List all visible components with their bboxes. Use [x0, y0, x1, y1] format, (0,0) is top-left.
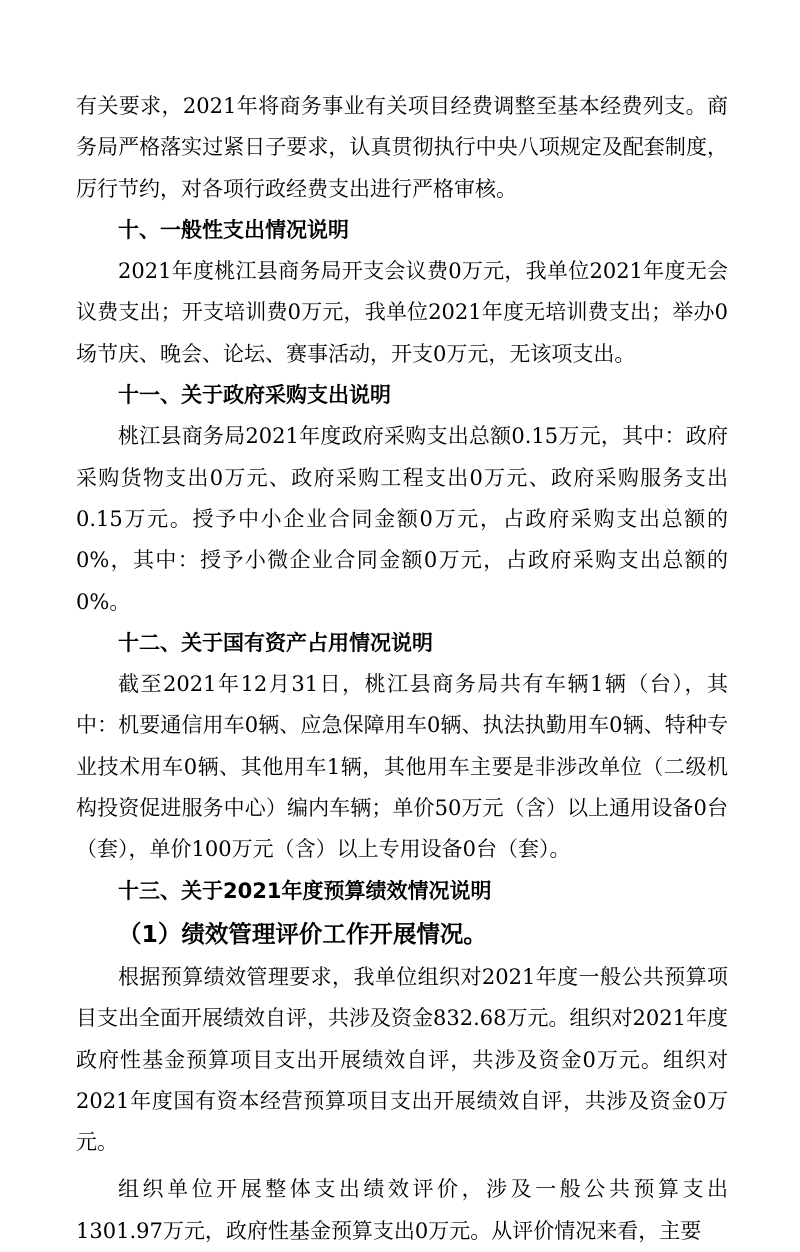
section-heading-twelve: 十二、关于国有资产占用情况说明 [118, 630, 433, 655]
document-body [76, 86, 728, 1252]
paragraph-performance-b: 组织单位开展整体支出绩效评价，涉及一般公共预算支出1301.97万元，政府性基金预算支出0万元。从评价情况来看，主要 [76, 1177, 728, 1243]
subsection-heading-one: （1）绩效管理评价工作开展情况。 [118, 919, 487, 948]
paragraph-performance-a: 根据预算绩效管理要求，我单位组织对2021年度一般公共预算项目支出全面开展绩效自评，共涉及资金832.68万元。组织对2021年度政府性基金预算项目支出开展绩效自评，共涉及资金0万元。组织对2021年度国有资本经营预算项目支出开展绩效自评，共涉及资金0万元。 [76, 964, 728, 1155]
section-heading-ten: 十、一般性支出情况说明 [118, 217, 349, 242]
section-heading-thirteen: 十三、关于2021年度预算绩效情况说明 [118, 878, 492, 903]
paragraph-procurement: 桃江县商务局2021年度政府采购支出总额0.15万元，其中：政府采购货物支出0万元、政府采购工程支出0万元、政府采购服务支出0.15万元。授予中小企业合同金额0万元，占政府采购支出总额的0%，其中：授予小微企业合同金额0万元，占政府采购支出总额的0%。 [76, 424, 728, 614]
paragraph-continuation: 有关要求，2021年将商务事业有关项目经费调整至基本经费列支。商务局严格落实过紧日子要求，认真贯彻执行中央八项规定及配套制度，厉行节约，对各项行政经费支出进行严格审核。 [76, 94, 728, 201]
section-heading-eleven: 十一、关于政府采购支出说明 [118, 383, 391, 408]
paragraph-general-expenditure: 2021年度桃江县商务局开支会议费0万元，我单位2021年度无会议费支出；开支培训费0万元，我单位2021年度无培训费支出；举办0场节庆、晚会、论坛、赛事活动，开支0万元，无该项支出。 [76, 259, 728, 366]
paragraph-state-assets: 截至2021年12月31日，桃江县商务局共有车辆1辆（台），其中：机要通信用车0辆、应急保障用车0辆、执法执勤用车0辆、特种专业技术用车0辆、其他用车1辆，其他用车主要是非涉改单位（二级机构投资促进服务中心）编内车辆；单价50万元（含）以上通用设备0台（套），单价100万元（含）以上专用设备0台（套）。 [76, 672, 728, 862]
